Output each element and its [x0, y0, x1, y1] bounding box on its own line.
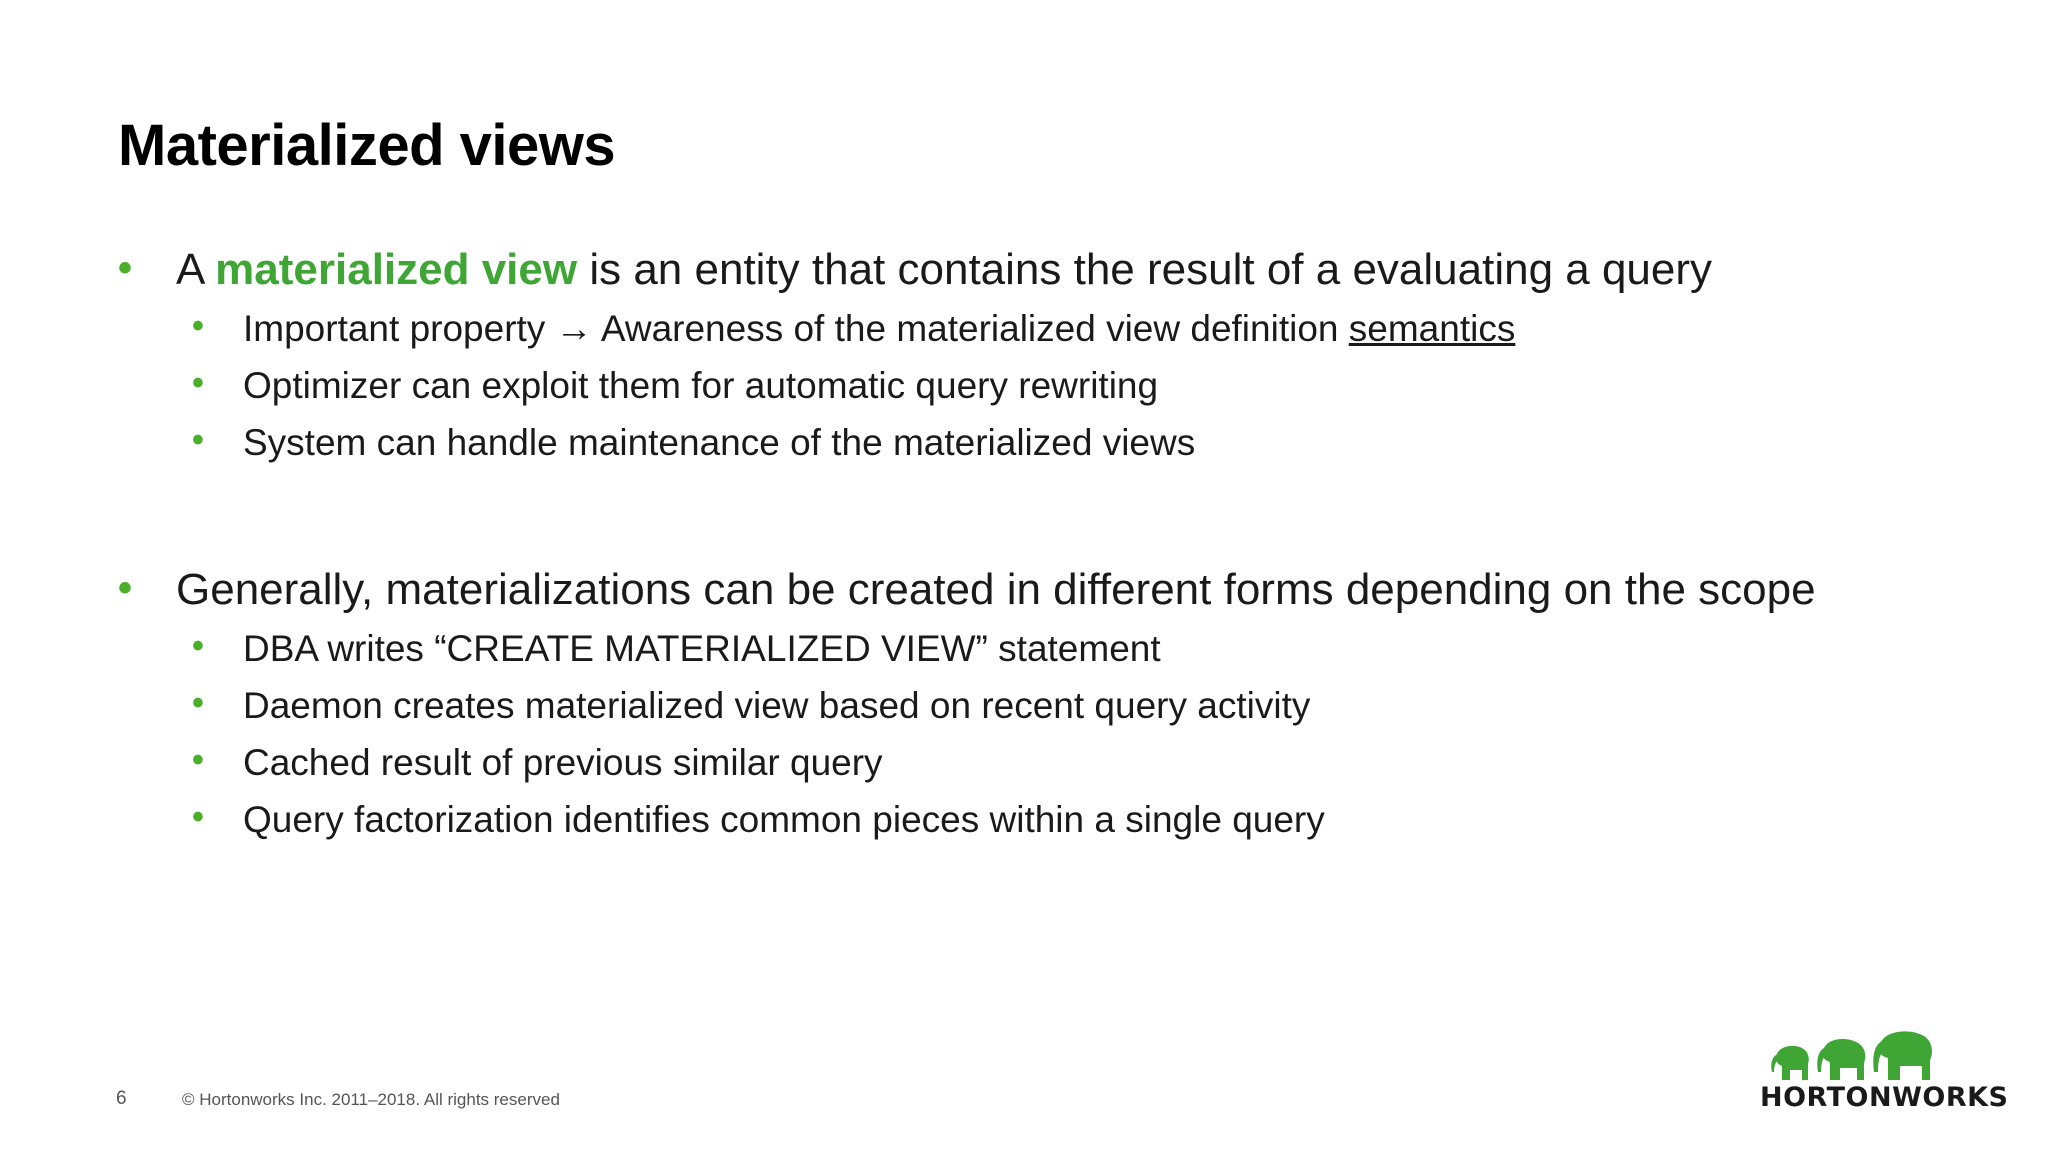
bullet-main [118, 560, 1816, 620]
page-number: 6 [116, 1088, 127, 1109]
sub-bullet-text: Query factorization identifies common pieces within a single query [243, 799, 1325, 840]
bullet-text: Generally, materializations can be created in different forms depending on the scope [176, 565, 1816, 614]
sub-bullet-text: Important property [243, 308, 556, 349]
slide-title: Materialized views [118, 113, 616, 178]
highlight-term: materialized view [215, 245, 578, 294]
sub-bullet-text: Cached result of previous similar query [243, 742, 883, 783]
hortonworks-logo [1760, 1030, 2009, 1113]
bullet-text-post: is an entity that contains the result of a evaluating a query [577, 245, 1713, 294]
logo-wordmark: HORTONWORKS [1760, 1082, 2009, 1113]
section-materialized-view [118, 240, 1712, 471]
sub-bullet-text: DBA writes “CREATE MATERIALIZED VIEW” statement [243, 628, 1161, 669]
bullet-dot: • [192, 684, 204, 722]
copyright-notice: © Hortonworks Inc. 2011–2018. All rights reserved [182, 1090, 560, 1109]
bullet-text-pre: A [176, 245, 216, 294]
bullet-dot: • [192, 364, 204, 402]
bullet-dot: • [118, 566, 133, 610]
sub-bullet-text: Optimizer can exploit them for automatic query rewriting [243, 365, 1159, 406]
elephants-logo-icon [1760, 1030, 1990, 1082]
sub-bullet [118, 734, 1816, 791]
bullet-dot: • [192, 307, 204, 345]
sub-bullet-text: Awareness of the materialized view definition [592, 308, 1349, 349]
arrow-icon: → [555, 308, 593, 349]
sub-bullet [118, 677, 1816, 734]
bullet-dot: • [192, 421, 204, 459]
sub-bullet-text: System can handle maintenance of the materialized views [243, 422, 1196, 463]
sub-bullet [118, 620, 1816, 677]
bullet-dot: • [118, 246, 133, 290]
bullet-dot: • [192, 798, 204, 836]
bullet-dot: • [192, 627, 204, 665]
section-materialization-forms [118, 560, 1816, 848]
sub-bullet [118, 791, 1816, 848]
underlined-term: semantics [1348, 308, 1516, 349]
bullet-dot: • [192, 741, 204, 779]
sub-bullet [118, 414, 1712, 471]
sub-bullet [118, 357, 1712, 414]
sub-bullet [118, 300, 1712, 357]
sub-bullet-text: Daemon creates materialized view based on recent query activity [243, 685, 1311, 726]
bullet-main [118, 240, 1712, 300]
